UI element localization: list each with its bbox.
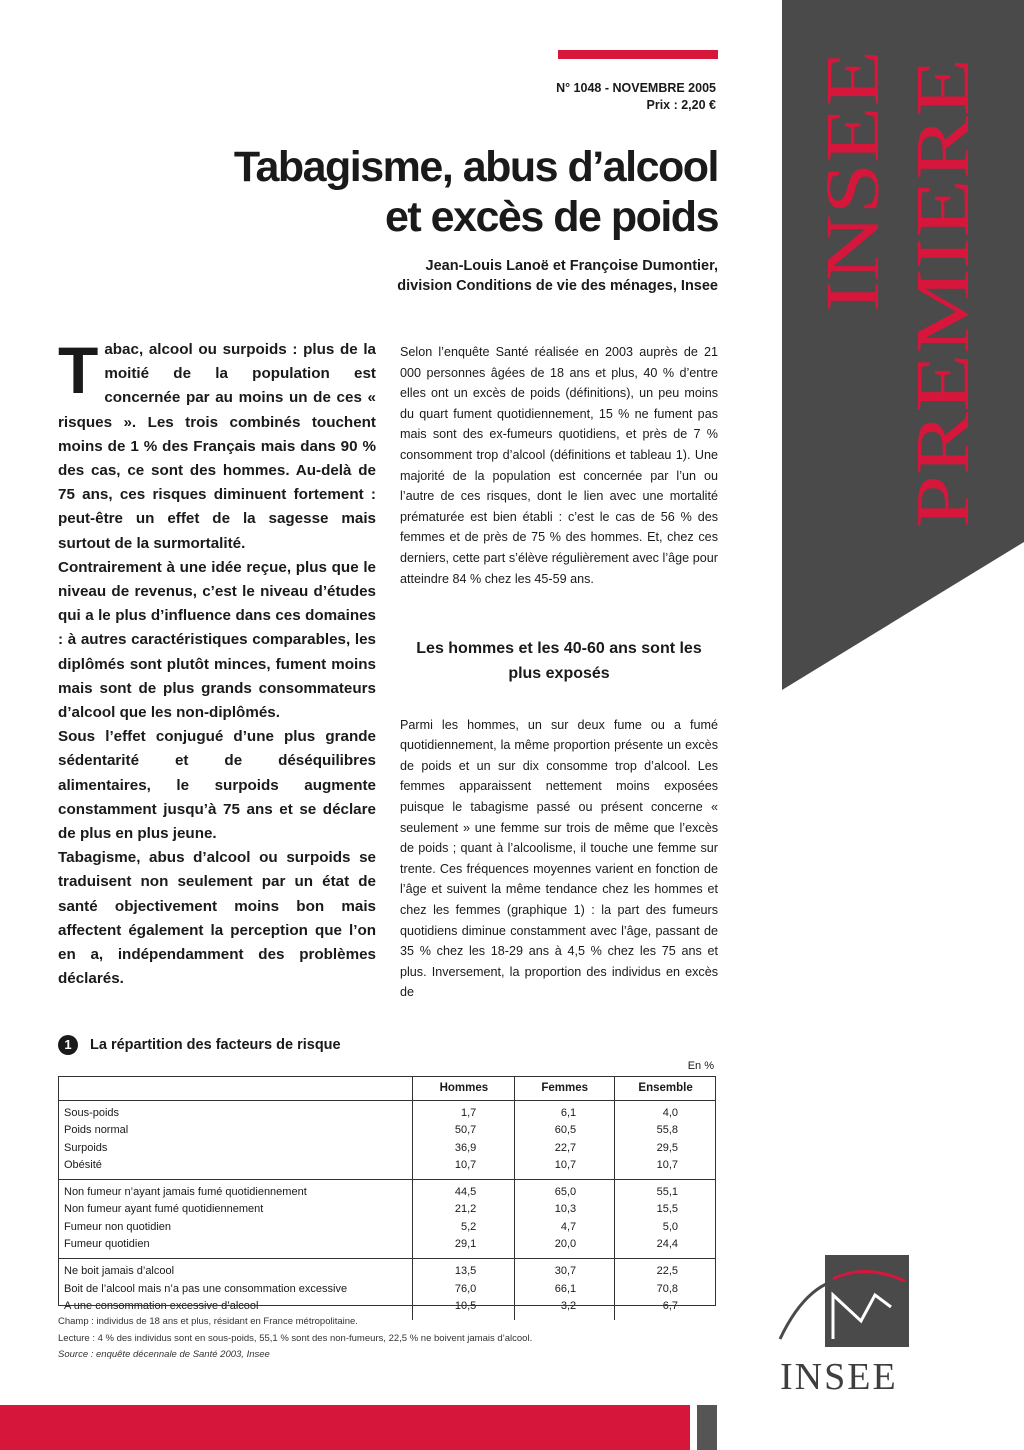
header-femmes: Femmes: [515, 1076, 615, 1101]
row-label: Fumeur non quotidien: [64, 1220, 172, 1233]
row-label: Boit de l’alcool mais n’a pas une consommation excessive: [64, 1282, 348, 1295]
row-value: 22,7: [515, 1140, 615, 1157]
row-value: 4,7: [515, 1219, 615, 1236]
table-row: [58, 1180, 716, 1202]
title-line-2: et excès de poids: [385, 193, 718, 241]
insee-logo-text: INSEE: [780, 1356, 898, 1398]
row-label: Poids normal: [64, 1124, 129, 1137]
summary-paragraph-1: Tabac, alcool ou surpoids : plus de la moitié de la population est concernée par au moins un de ces « risques ». Les trois combinés touchent moins de 1 % des Français mais dans 90 % des cas, ce sont des hommes. Au-delà de 75 ans, ces risques diminuent fortement : peut-être un effet de la sagesse mais surtout de la surmortalité.: [58, 333, 376, 552]
risk-factors-table: [58, 1076, 716, 1320]
note-champ: Champ : individus de 18 ans et plus, résidant en France métropolitaine.: [58, 1316, 358, 1327]
table-title: [58, 1034, 341, 1056]
row-value: 3,2: [515, 1298, 615, 1320]
table-header-row: [58, 1076, 716, 1101]
authors-line-2: division Conditions de vie des ménages, Insee: [397, 278, 718, 294]
issue-price: Prix : 2,20 €: [646, 98, 716, 112]
row-value: 76,0: [413, 1281, 515, 1298]
table-row: [58, 1201, 716, 1218]
table-row: [58, 1281, 716, 1298]
summary-paragraph-3: Sous l’effet conjugué d’une plus grande sédentarité et de déséquilibres alimentaires, le surpoids augmente constamment jusqu’à 75 ans et se déclare de plus en plus jeune.: [58, 728, 376, 843]
row-value: 5,2: [413, 1219, 515, 1236]
note-lecture: Lecture : 4 % des individus sont en sous-poids, 55,1 % sont des non-fumeurs, 22,5 % ne boivent jamais d’alcool.: [58, 1332, 533, 1344]
row-value: 70,8: [615, 1281, 716, 1298]
row-value: 30,7: [515, 1259, 615, 1281]
table-row: [58, 1157, 716, 1180]
body-paragraph-2: Parmi les hommes, un sur deux fume ou a fumé quotidiennement, la même proportion présente un excès de poids et un sur dix consomme trop d’alcool. Les femmes apparaissent nettement moins exposées puisque le tabagisme passé ou présent concerne « seulement » une femme sur trois de même que l’excès de poids ; quant à l’alcoolisme, il touche une femme sur trente. Ces fréquences moyennes varient en fonction de l’âge et suivent la même tendance chez les hommes et chez les femmes (graphique 1) : la part des fumeurs quotidiens diminue constamment avec l’âge, passant de 35 % chez les 18-29 ans à 4,5 % chez les 75 ans et plus. Inversement, la proportion des individus en excès de: [400, 717, 718, 1000]
insee-premiere-band: [782, 0, 1024, 690]
row-value: 55,8: [615, 1122, 716, 1139]
bottom-red-bar: [0, 1405, 690, 1450]
table-notes: [58, 1314, 532, 1364]
row-value: 4,0: [615, 1101, 716, 1123]
row-value: 10,7: [515, 1157, 615, 1180]
row-value: 10,3: [515, 1201, 615, 1218]
row-value: 21,2: [413, 1201, 515, 1218]
row-value: 10,5: [413, 1298, 515, 1320]
table-row: [58, 1122, 716, 1139]
band-word-insee: INSEE: [811, 96, 895, 312]
row-label: Sous-poids: [64, 1107, 120, 1119]
row-value: 65,0: [515, 1180, 615, 1202]
section-heading: Les hommes et les 40-60 ans sont les plus exposés: [416, 640, 702, 682]
row-value: 10,7: [413, 1157, 515, 1180]
top-accent-bar: [558, 50, 718, 59]
row-value: 29,1: [413, 1236, 515, 1259]
issue-number: N° 1048 - NOVEMBRE 2005: [556, 81, 716, 95]
band-word-premiere: PREMIERE: [901, 152, 985, 528]
row-label: Surpoids: [64, 1141, 108, 1154]
table-body: [58, 1101, 716, 1321]
note-source: Source : enquête décennale de Santé 2003, Insee: [58, 1349, 270, 1360]
table-title-text: La répartition des facteurs de risque: [90, 1037, 341, 1053]
table-row: [58, 1101, 716, 1123]
row-label: A une consommation excessive d’alcool: [64, 1299, 259, 1312]
row-value: 20,0: [515, 1236, 615, 1259]
row-value: 55,1: [615, 1180, 716, 1202]
row-value: 29,5: [615, 1140, 716, 1157]
table-unit: En %: [687, 1060, 714, 1072]
bottom-gray-bar: [697, 1405, 717, 1450]
body-paragraph-1: Selon l’enquête Santé réalisée en 2003 auprès de 21 000 personnes âgées de 18 ans et plus, 40 % d’entre elles ont un excès de poids (définitions), un peu moins du quart fument quotidiennement, 15 % ne fument pas mais sont des ex-fumeurs quotidiens, et près de 7 % consomment trop d’alcool (définitions et tableau 1). Une majorité de la population est concernée par l’un ou l’autre de ces risques, dont le lien avec une mortalité prématurée est bien établi : c’est le cas de 56 % des femmes et de près de 75 % des hommes. Et, chez ces derniers, cette part s’élève régulièrement avec l’âge pour atteindre 84 % chez les 45-59 ans.: [400, 345, 718, 586]
table-row: [58, 1236, 716, 1259]
row-value: 22,5: [615, 1259, 716, 1281]
table-row: [58, 1219, 716, 1236]
row-value: 24,4: [615, 1236, 716, 1259]
row-label: Fumeur quotidien: [58, 1236, 413, 1259]
row-value: 6,7: [615, 1298, 716, 1320]
body-column-bottom: [400, 702, 718, 1016]
row-value: 15,5: [615, 1201, 716, 1218]
authors: [397, 256, 718, 296]
authors-line-1: Jean-Louis Lanoë et Françoise Dumontier,: [425, 258, 718, 274]
row-value: 5,0: [615, 1219, 716, 1236]
row-label: Obésité: [58, 1157, 413, 1180]
row-label: Ne boit jamais d’alcool: [64, 1265, 175, 1278]
header-ensemble: Ensemble: [615, 1076, 716, 1101]
header-hommes: Hommes: [413, 1076, 515, 1101]
row-value: 6,1: [515, 1101, 615, 1123]
row-value: 1,7: [413, 1101, 515, 1123]
table-number-badge: 1: [58, 1035, 78, 1055]
issue-info: [556, 80, 716, 114]
body-column-top: [400, 342, 718, 589]
summary-column: [58, 333, 376, 991]
row-value: 36,9: [413, 1140, 515, 1157]
row-value: 66,1: [515, 1281, 615, 1298]
page-title: [234, 142, 718, 242]
table-row: [58, 1140, 716, 1157]
summary-paragraph-2: Contrairement à une idée reçue, plus que le niveau de revenus, c’est le niveau d’études qui a le plus d’influence dans ces domaines : à autres caractéristiques comparables, les diplômés sont plutôt minces, fument moins mais sont de plus grands consommateurs d’alcool que les non-diplômés.: [58, 558, 376, 722]
row-label: Non fumeur ayant fumé quotidiennement: [64, 1203, 264, 1216]
row-value: 10,7: [615, 1157, 716, 1180]
row-value: 60,5: [515, 1122, 615, 1139]
row-label: Non fumeur n’ayant jamais fumé quotidiennement: [64, 1186, 307, 1199]
title-line-1: Tabagisme, abus d’alcool: [233, 143, 718, 191]
row-value: 13,5: [413, 1259, 515, 1281]
table-row: [58, 1259, 716, 1281]
header-blank: [58, 1076, 413, 1101]
row-value: 44,5: [413, 1180, 515, 1202]
summary-paragraph-4: Tabagisme, abus d’alcool ou surpoids se traduisent non seulement par un état de santé objectivement moins bon mais affectent également la perception que l’on en a, indépendamment des problèmes déclarés.: [58, 849, 376, 988]
drop-cap: T: [58, 333, 99, 407]
insee-logo-icon: [775, 1255, 915, 1355]
row-value: 50,7: [413, 1122, 515, 1139]
